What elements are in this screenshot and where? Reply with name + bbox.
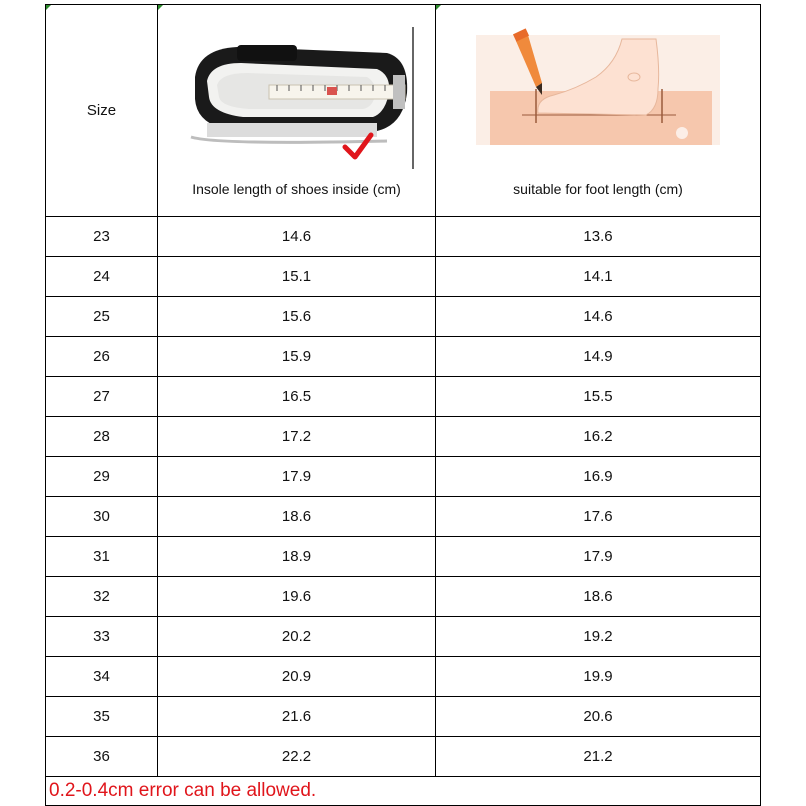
- header-row: [46, 5, 761, 217]
- size-cell: 34: [46, 657, 158, 697]
- insole-length-cell: 15.1: [158, 257, 436, 297]
- insole-length-cell: 15.6: [158, 297, 436, 337]
- insole-length-cell: 20.2: [158, 617, 436, 657]
- insole-length-cell: 22.2: [158, 737, 436, 777]
- foot-length-cell: 16.9: [436, 457, 761, 497]
- insole-length-cell: 21.6: [158, 697, 436, 737]
- size-header-cell: [46, 5, 158, 217]
- insole-length-cell: 15.9: [158, 337, 436, 377]
- table-row: [46, 737, 761, 777]
- foot-header-cell: [436, 5, 761, 217]
- cell-corner-marker: [436, 5, 441, 10]
- insole-header-cell: [158, 5, 436, 217]
- size-cell: 27: [46, 377, 158, 417]
- size-cell: 25: [46, 297, 158, 337]
- size-cell: 24: [46, 257, 158, 297]
- insole-length-cell: 17.9: [158, 457, 436, 497]
- size-cell: 30: [46, 497, 158, 537]
- size-table: [45, 4, 761, 806]
- size-cell: 33: [46, 617, 158, 657]
- size-cell: 29: [46, 457, 158, 497]
- table-row: [46, 537, 761, 577]
- foot-length-cell: 21.2: [436, 737, 761, 777]
- foot-header-label: suitable for foot length (cm): [513, 181, 683, 197]
- size-cell: 31: [46, 537, 158, 577]
- table-row: [46, 417, 761, 457]
- note-row: [46, 777, 761, 806]
- insole-length-cell: 18.6: [158, 497, 436, 537]
- table-row: [46, 577, 761, 617]
- insole-length-cell: 16.5: [158, 377, 436, 417]
- foot-length-cell: 14.9: [436, 337, 761, 377]
- foot-length-cell: 19.2: [436, 617, 761, 657]
- insole-length-cell: 17.2: [158, 417, 436, 457]
- table-row: [46, 337, 761, 377]
- insole-header-label: Insole length of shoes inside (cm): [192, 181, 401, 197]
- insole-length-cell: 19.6: [158, 577, 436, 617]
- table-row: [46, 257, 761, 297]
- foot-length-cell: 18.6: [436, 577, 761, 617]
- shoe-insole-image: [177, 19, 417, 175]
- table-row: [46, 377, 761, 417]
- size-cell: 36: [46, 737, 158, 777]
- size-cell: 32: [46, 577, 158, 617]
- size-header-label: Size: [86, 102, 117, 119]
- table-row: [46, 217, 761, 257]
- table-row: [46, 617, 761, 657]
- size-cell: 35: [46, 697, 158, 737]
- foot-length-cell: 19.9: [436, 657, 761, 697]
- foot-length-cell: 16.2: [436, 417, 761, 457]
- foot-length-cell: 14.6: [436, 297, 761, 337]
- table-row: [46, 657, 761, 697]
- cell-corner-marker: [158, 5, 163, 10]
- foot-length-cell: 20.6: [436, 697, 761, 737]
- table-row: [46, 697, 761, 737]
- foot-length-cell: 13.6: [436, 217, 761, 257]
- size-cell: 23: [46, 217, 158, 257]
- table-row: [46, 297, 761, 337]
- tolerance-note: 0.2-0.4cm error can be allowed.: [46, 777, 761, 806]
- foot-length-cell: 15.5: [436, 377, 761, 417]
- size-chart-sheet: [45, 4, 760, 804]
- foot-length-cell: 14.1: [436, 257, 761, 297]
- insole-length-cell: 20.9: [158, 657, 436, 697]
- insole-length-cell: 18.9: [158, 537, 436, 577]
- table-row: [46, 497, 761, 537]
- table-row: [46, 457, 761, 497]
- foot-tracing-image: [476, 19, 720, 149]
- size-cell: 26: [46, 337, 158, 377]
- size-cell: 28: [46, 417, 158, 457]
- foot-length-cell: 17.6: [436, 497, 761, 537]
- cell-corner-marker: [46, 5, 51, 10]
- insole-length-cell: 14.6: [158, 217, 436, 257]
- foot-length-cell: 17.9: [436, 537, 761, 577]
